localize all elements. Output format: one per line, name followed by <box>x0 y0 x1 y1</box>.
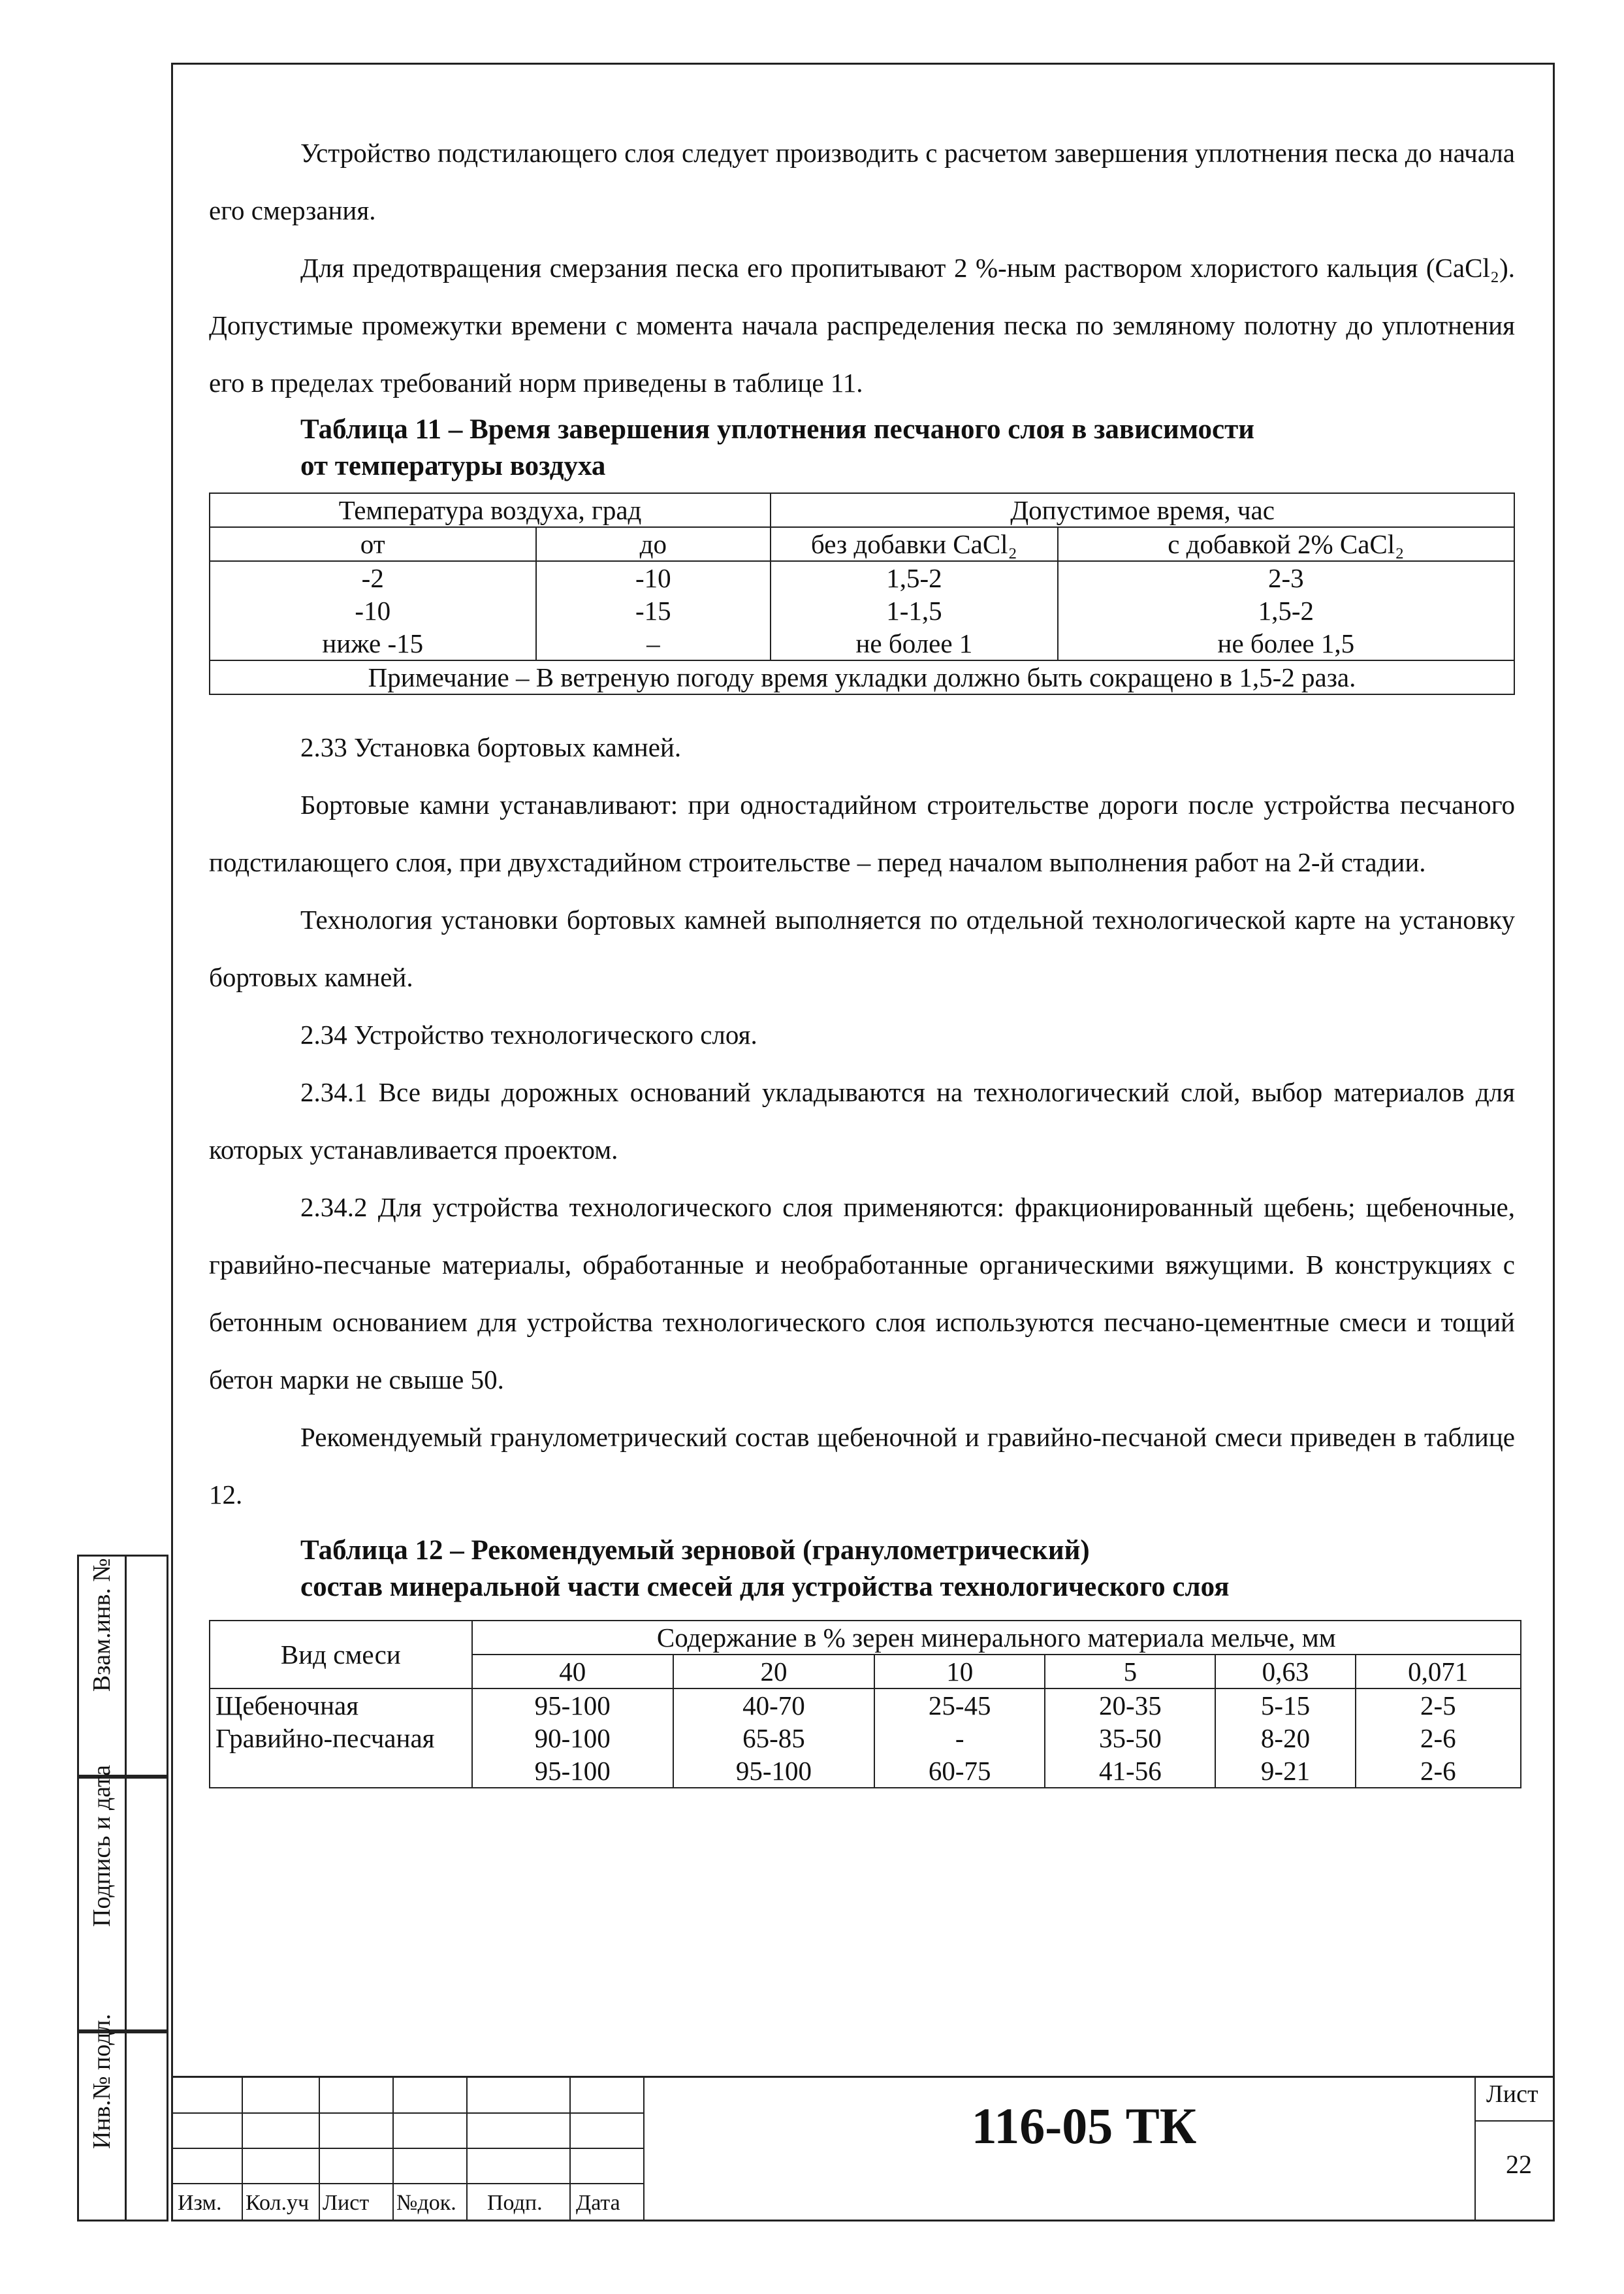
cell: 1-1,5 <box>771 594 1058 627</box>
sheet-number: 22 <box>1506 2150 1532 2179</box>
cell: 2-5 <box>1356 1688 1521 1722</box>
col-label: Изм. <box>178 2191 222 2215</box>
header-size: 0,63 <box>1215 1655 1355 1688</box>
cell: – <box>536 627 771 660</box>
table-row <box>210 1688 1521 1722</box>
col-label: Подп. <box>487 2191 543 2215</box>
document-body <box>209 124 1515 1788</box>
cell: 9-21 <box>1215 1754 1355 1788</box>
cell: -10 <box>536 561 771 594</box>
table11-note: Примечание – В ветреную погоду время укладки должно быть сокращено в 1,5-2 раза. <box>210 660 1514 694</box>
col-label: Лист <box>323 2191 370 2215</box>
cell: -10 <box>210 594 536 627</box>
table-row <box>210 1754 1521 1788</box>
paragraph: Технология установки бортовых камней выполняется по отдельной технологической карте на установку бортовых камней. <box>209 905 1515 992</box>
stamp-replaced-inventory <box>77 1555 168 1777</box>
stamp-label: Подпись и дата <box>88 1764 116 1927</box>
table11-caption-line2: от температуры воздуха <box>300 451 606 481</box>
table11-caption-line1: Таблица 11 – Время завершения уплотнения песчаного слоя в зависимости <box>300 414 1254 445</box>
document-code: 116-05 ТК <box>971 2097 1197 2154</box>
cell: Гравийно-песчаная <box>210 1722 472 1754</box>
cell: 95-100 <box>673 1754 874 1788</box>
cell: 25-45 <box>874 1688 1045 1722</box>
cell: - <box>874 1722 1045 1754</box>
header-size: 0,071 <box>1356 1655 1521 1688</box>
header-with-additive: с добавкой 2% CaCl₂ <box>1058 527 1514 561</box>
cell: 41-56 <box>1045 1754 1215 1788</box>
cell: 90-100 <box>472 1722 673 1754</box>
header-size: 40 <box>472 1655 673 1688</box>
table-12 <box>209 1620 1521 1788</box>
cell: 20-35 <box>1045 1688 1215 1722</box>
cell: 1,5-2 <box>771 561 1058 594</box>
table-11 <box>209 493 1515 695</box>
cell: 2-6 <box>1356 1722 1521 1754</box>
cell: 40-70 <box>673 1688 874 1722</box>
paragraph: Рекомендуемый гранулометрический состав щебеночной и гравийно-песчаной смеси приведен в таблице 12. <box>209 1422 1515 1510</box>
cell: -2 <box>210 561 536 594</box>
cell: 5-15 <box>1215 1688 1355 1722</box>
header-mix-kind: Вид смеси <box>210 1621 472 1688</box>
header-from: от <box>210 527 536 561</box>
paragraph: 2.34 Устройство технологического слоя. <box>300 1020 757 1050</box>
cell: 8-20 <box>1215 1722 1355 1754</box>
cell: Щебеночная <box>210 1688 472 1722</box>
cell: 95-100 <box>472 1754 673 1788</box>
table-row <box>210 594 1514 627</box>
table12-caption-line2: состав минеральной части смесей для устройства технологического слоя <box>300 1572 1230 1602</box>
cell: 65-85 <box>673 1722 874 1754</box>
cell: -15 <box>536 594 771 627</box>
header-content: Содержание в % зерен минерального материала мельче, мм <box>472 1621 1521 1655</box>
table-row <box>210 561 1514 594</box>
cell: 2-3 <box>1058 561 1514 594</box>
stamp-label: Инв.№ подл. <box>88 2013 116 2149</box>
header-without-additive: без добавки CaCl₂ <box>771 527 1058 561</box>
cell: не более 1,5 <box>1058 627 1514 660</box>
cell: 1,5-2 <box>1058 594 1514 627</box>
cell: 95-100 <box>472 1688 673 1722</box>
header-to: до <box>536 527 771 561</box>
paragraph: 2.33 Установка бортовых камней. <box>300 732 682 762</box>
paragraph: Для предотвращения смерзания песка его пропитывают 2 %-ным раствором хлористого кальция (CaCl₂). Допустимые промежутки времени с момента начала распределения песка по земляному полотну до уплотнения его в пределах требований норм приведены в таблице 11. <box>209 253 1515 398</box>
header-size: 10 <box>874 1655 1045 1688</box>
header-size: 5 <box>1045 1655 1215 1688</box>
cell: не более 1 <box>771 627 1058 660</box>
stamp-label: Взам.инв. № <box>88 1558 116 1692</box>
sheet-label: Лист <box>1486 2080 1538 2108</box>
paragraph: Бортовые камни устанавливают: при одностадийном строительстве дороги после устройства песчаного подстилающего слоя, при двухстадийном строительстве – перед началом выполнения работ на 2-й стадии. <box>209 790 1515 877</box>
cell: ниже -15 <box>210 627 536 660</box>
stamp-signature-date <box>77 1764 168 2031</box>
stamp-original-inventory <box>77 2013 168 2221</box>
cell <box>210 1754 472 1788</box>
header-allowed-time: Допустимое время, час <box>771 493 1514 527</box>
header-temperature: Температура воздуха, град <box>210 493 771 527</box>
cell: 60-75 <box>874 1754 1045 1788</box>
table-row <box>210 1722 1521 1754</box>
col-label: Дата <box>576 2191 620 2215</box>
table-row <box>210 627 1514 660</box>
header-size: 20 <box>673 1655 874 1688</box>
col-label: Кол.уч <box>246 2191 310 2215</box>
paragraph: Устройство подстилающего слоя следует производить с расчетом завершения уплотнения песка до начала его смерзания. <box>209 138 1515 225</box>
cell: 2-6 <box>1356 1754 1521 1788</box>
cell: 35-50 <box>1045 1722 1215 1754</box>
paragraph: 2.34.1 Все виды дорожных оснований укладываются на технологический слой, выбор материалов для которых устанавливается проектом. <box>209 1077 1515 1165</box>
paragraph: 2.34.2 Для устройства технологического слоя применяются: фракционированный щебень; щебеночные, гравийно-песчаные материалы, обработанные и необработанные органическими вяжущими. В конструкциях с бетонным основанием для устройства технологического слоя используются песчано-цементные смеси и тощий бетон марки не свыше 50. <box>209 1192 1515 1395</box>
table12-caption-line1: Таблица 12 – Рекомендуемый зерновой (гранулометрический) <box>300 1535 1090 1566</box>
col-label: №док. <box>396 2191 456 2215</box>
